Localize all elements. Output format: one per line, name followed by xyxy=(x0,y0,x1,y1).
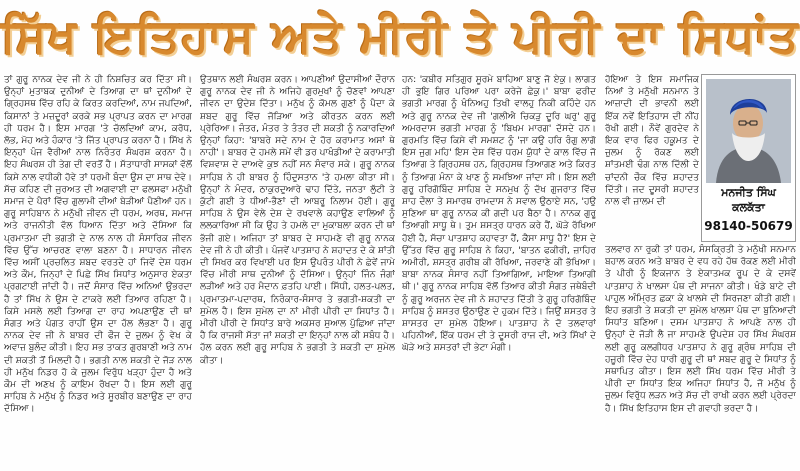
column-3-text: ਹਨ: 'ਕਬੀਰ ਸਤਿਗੁਰ ਸੂਰਮੇ ਬਾਹਿਆ ਬਾਣੁ ਜੋ ਏਕੁ। ਲਾਗਤ ਹੀ ਭੁਇ ਗਿਰ ਪਰਿਆ ਪਰਾ ਕਰੇਜੇ ਛੇਕੁ।' ਬਾਬਾ ਫਰੀਦ ਭਗਤੀ ਮਾਰਗ ਨੂੰ ਖੰਨਿਅਹੁ ਤਿਖੀ ਵਾਲਹੁ ਨਿਕੀ ਕਹਿੰਦੇ ਹਨ ਅਤੇ ਗੁਰੂ ਨਾਨਕ ਦੇਵ ਜੀ 'ਗਲੀਐ ਚਿਕੜੁ ਦੂਰਿ ਘਰੁ' ਗੁਰੂ ਅਮਰਦਾਸ ਭਗਤੀ ਮਾਰਗ ਨੂੰ 'ਬਿਖਮ ਮਾਰਗ' ਦੱਸਦੇ ਹਨ। ਗੁਰਮਤਿ ਵਿੱਚ ਕਿਸੇ ਵੀ ਸਮਸ਼ਟ ਨੂੰ 'ਜਾ ਕਉ ਹਰਿ ਰੰਗੁ ਲਾਗੋ ਇਸ ਜੁਗ ਮਹਿ' ਇਸ ਦੇਸ਼ ਵਿੱਚ ਧਰਮ ਯੁੱਧਾਂ ਦੇ ਕਾਲ ਵਿੱਚ ਜੋ ਤਿਆਗ ਤੇ ਗ੍ਰਿਹਸਥ ਹਨ, ਗ੍ਰਿਹਸਥ ਤਿਆਗਣ ਅਤੇ ਕਿਰਤ ਨੂੰ ਤਿਆਗ ਮੰਨਾ ਕੇ ਖਾਣ ਨੂੰ ਸਮਝਿਆ ਜਾਂਦਾ ਸੀ। ਇਸ ਲਈ ਗੁਰੂ ਹਰਿਗੋਬਿੰਦ ਸਾਹਿਬ ਦੇ ਸਨਮੁਖ ਨੂੰ ਦੱਖ ਗੁਜਰਾਤ ਵਿੱਚ ਸ਼ਾਹ ਦੌਲਾ ਤੇ ਸਮਾਰਥ ਰਾਮਦਾਸ ਨੇ ਸਵਾਲ ਉਠਾਏ ਸਨ, 'ਹਉ ਸੁਣਿਆ ਥਾ ਗੁਰੂ ਨਾਨਕ ਕੀ ਗਦੀ ਪਰ ਬੈਠਾ ਹੈ। ਨਾਨਕ ਗੁਰੂ ਤਿਆਗੀ ਸਾਧੂ ਥੇ। ਤੁਮ ਸ਼ਸਤ੍ਰ ਧਾਰਨ ਕਰੇ ਹੈਂ, ਘੋੜੇ ਰੱਖਿਆ ਹੋਈ ਹੈ, ਸੱਚਾ ਪਾਤਸ਼ਾਹ ਕਹਾਵਤਾ ਹੈਂ, ਕੈਸਾ ਸਾਧੂ ਹੈ?' ਇਸ ਦੇ ਉੱਤਰ ਵਿੱਚ ਗੁਰੂ ਸਾਹਿਬ ਨੇ ਕਿਹਾ, 'ਬਾਤਨ ਫਕੀਰੀ, ਜ਼ਾਹਿਰ ਅਮੀਰੀ, ਸ਼ਸਤ੍ਰ ਗਰੀਬ ਕੀ ਰੱਖਿਆ, ਜਰਵਾਣੇ ਕੀ ਭੱਖਿਆ। ਬਾਬਾ ਨਾਨਕ ਸੰਸਾਰ ਨਹੀਂ ਤਿਆਗਿਆ, ਮਾਇਆ ਤਿਆਗੀ ਥੀ।' ਗੁਰੂ ਨਾਨਕ ਸਾਹਿਬ ਵੱਲੋਂ ਤਿਆਰ ਕੀਤੀ ਸੰਗਤ ਜਥੇਬੰਦੀ ਨੂੰ ਗੁਰੂ ਅਰਜਨ ਦੇਵ ਜੀ ਨੇ ਸ਼ਹਾਦਤ ਦਿੱਤੀ ਤੇ ਗੁਰੂ ਹਰਿਗੋਬਿੰਦ ਸਾਹਿਬ ਨੂੰ ਸ਼ਸਤਰ ਉਠਾਉਣ ਦੇ ਹੁਕਮ ਦਿੱਤੇ। ਜਿਉਂ ਸ਼ਸਤਰ ਤੇ ਸ਼ਾਸਤਰ ਦਾ ਸੁਮੇਲ ਹੋਇਆ। ਪਾਤਸ਼ਾਹ ਨੇ ਦੋ ਤਲਵਾਰਾਂ ਪਹਿਨੀਆਂ, ਇੱਕ ਧਰਮ ਦੀ ਤੇ ਦੂਸਰੀ ਰਾਜ ਦੀ, ਅਤੇ ਸਿੱਖਾਂ ਦੇ ਘੋੜੇ ਅਤੇ ਸ਼ਸਤਰਾਂ ਦੀ ਭੇਟਾ ਮੰਗੀ। xyxy=(402,75,596,354)
author-phone: 98140-50679 xyxy=(704,219,793,233)
article-headline: ਸਿੱਖ ਇਤਿਹਾਸ ਅਤੇ ਮੀਰੀ ਤੇ ਪੀਰੀ ਦਾ ਸਿਧਾਂਤ xyxy=(0,9,800,63)
author-city: ਕਲਕੱਤਾ xyxy=(732,201,765,214)
column-4-top-text: ਹੋਇਆ ਤੇ ਇਸ ਸਮਾਜਿਕ ਨਿਆਂ ਤੇ ਮਨੁੱਖੀ ਸਨਮਾਨ ਤੇ ਆਜ਼ਾਦੀ ਦੀ ਭਾਵਨੀ ਲਈ ਇੱਕ ਨਵੇਂ ਇਤਿਹਾਸ ਦੀ ਨੀਂਹ ਰੱਖੀ ਗਈ। ਨੌਵੇਂ ਗੁਰਦੇਵ ਨੇ ਇਕ ਵਾਰ ਫਿਰ ਹਕੂਮਤ ਦੇ ਜ਼ੁਲਮ ਨੂੰ ਰੋਕਣ ਲਈ ਸ਼ਾਂਤਮਈ ਢੰਗ ਨਾਲ ਦਿੱਲੀ ਦੇ ਚਾਂਦਨੀ ਚੌਕ ਵਿੱਚ ਸ਼ਹਾਦਤ ਦਿੱਤੀ। ਜਦ ਦੂਸਰੀ ਸ਼ਹਾਦਤ ਨਾਲ ਵੀ ਜ਼ਾਲਮ ਦੀ xyxy=(605,75,699,208)
article-column-1 xyxy=(4,74,192,468)
column-4-top xyxy=(605,74,699,242)
author-name: ਮਨਜੀਤ ਸਿੰਘ xyxy=(721,186,776,199)
column-1-text: ਤਾਂ ਗੁਰੂ ਨਾਨਕ ਦੇਵ ਜੀ ਨੇ ਹੀ ਨਿਸ਼ਚਿਤ ਕਰ ਦਿੱਤਾ ਸੀ। ਉਨ੍ਹਾਂ ਮੁਤਾਬਕ ਦੁਨੀਆਂ ਦੇ ਤਿਆਗ ਦਾ ਥਾਂ ਦੁਨੀਆਂ ਦੇ ਗ੍ਰਿਹਸਥ ਵਿੱਚ ਰਹਿ ਕੇ ਕਿਰਤ ਕਰਦਿਆਂ, ਨਾਮ ਜਪਦਿਆਂ, ਕਿਸਾਨਾਂ ਤੇ ਮਜ਼ਦੂਰਾਂ ਕਰਕੇ ਸਭ ਪ੍ਰਾਪਤ ਕਰਨ ਦਾ ਮਾਰਗ ਹੀ ਧਰਮ ਹੈ। ਇਸ ਮਾਰਗ 'ਤੇ ਚੱਲਦਿਆਂ ਕਾਮ, ਕਰੋਧ, ਲੋਭ, ਮੋਹ ਅਤੇ ਹੰਕਾਰ 'ਤੇ ਜਿੱਤ ਪ੍ਰਾਪਤ ਕਰਨਾ ਹੈ। ਸਿੱਖ ਨੇ ਇਨ੍ਹਾਂ ਪੰਜ ਵੈਰੀਆਂ ਨਾਲ ਨਿਰੰਤਰ ਸੰਘਰਸ਼ ਕਰਨਾ ਹੈ। ਇਹ ਸੰਘਰਸ਼ ਹੀ ਤੇਗ ਦੀ ਵਰਤੋਂ ਹੈ। ਸੱਤਾਧਾਰੀ ਸਾਸਕਾਂ ਵੱਲੋਂ ਕਿਸੇ ਨਾਲ ਵਧੀਕੀ ਹੋਵੇ ਤਾਂ ਧਰਮੀ ਬੰਦਾ ਉਸ ਦਾ ਸਾਥ ਦੇਵੇ। ਸੱਚ ਕਹਿਣ ਦੀ ਜੁਰਅਤ ਦੀ ਅਗਵਾਈ ਦਾ ਫਲਸਫਾ ਮਨੁੱਖੀ ਸਮਾਜ ਦੇ ਪੈਰਾਂ ਵਿੱਚ ਗੁਲਾਮੀ ਦੀਆਂ ਬੇੜੀਆਂ ਪੈਣੀਆਂ ਹਨ। ਗੁਰੂ ਸਾਹਿਬਾਨ ਨੇ ਮਨੁੱਖੀ ਜੀਵਨ ਦੀ ਧਰਮ, ਅਰਥ, ਸਮਾਜ ਅਤੇ ਰਾਜਨੀਤੀ ਵੱਲ ਧਿਆਨ ਦਿੱਤਾ ਅਤੇ ਦੱਸਿਆ ਕਿ ਪ੍ਰਮਾਤਮਾ ਦੀ ਭਗਤੀ ਦੇ ਨਾਲ ਨਾਲ ਹੀ ਸੰਸਾਰਿਕ ਜੀਵਨ ਵਿੱਚ ਉੱਚ ਆਚਰਣ ਵਾਲਾ ਬਣਨਾ ਹੈ। ਸਾਧਾਰਨ ਜੀਵਨ ਵਿੱਚ ਅਸੀਂ ਪ੍ਰਚਲਿਤ ਸ਼ਬਦ ਵਰਤਦੇ ਹਾਂ ਜਿਵੇਂ ਦੇਸ਼ ਧਰਮ ਅਤੇ ਕੌਮ, ਜਿਨ੍ਹਾਂ ਦੇ ਪਿਛੇ ਸਿੱਖ ਸਿਧਾਂਤ ਅਨੁਸਾਰ ਏਕਤਾ ਪ੍ਰਗਟਾਈ ਜਾਂਦੀ ਹੈ। ਜਦੋਂ ਸੰਸਾਰ ਵਿੱਚ ਅਨਿਆਂ ਉਭਰਦਾ ਹੈ ਤਾਂ ਸਿੱਖ ਨੇ ਉਸ ਦੇ ਟਾਕਰੇ ਲਈ ਤਿਆਰ ਰਹਿਣਾ ਹੈ। ਕਿਸੇ ਮਸਲੇ ਲਈ ਤਿਆਗ ਦਾ ਰਾਹ ਅਪਣਾਉਣ ਦੀ ਥਾਂ ਸੰਗਤ ਅਤੇ ਪੰਗਤ ਰਾਹੀਂ ਉਸ ਦਾ ਹੱਲ ਲੱਭਣਾ ਹੈ। ਗੁਰੂ ਨਾਨਕ ਦੇਵ ਜੀ ਨੇ ਬਾਬਰ ਦੀ ਫੌਜ ਦੇ ਜ਼ੁਲਮ ਨੂੰ ਵੇਖ ਕੇ ਅਵਾਜ਼ ਬੁਲੰਦ ਕੀਤੀ। ਇਹ ਸਭ ਤਾਕਤ ਗੁਰਬਾਣੀ ਅਤੇ ਨਾਮ ਦੀ ਸ਼ਕਤੀ ਤੋਂ ਮਿਲਦੀ ਹੈ। ਭਗਤੀ ਨਾਲ ਸ਼ਕਤੀ ਦੇ ਜੋੜ ਨਾਲ ਹੀ ਮਨੁੱਖ ਨਿਡਰ ਹੋ ਕੇ ਜ਼ੁਲਮ ਵਿਰੁੱਧ ਖੜ੍ਹਾ ਹੁੰਦਾ ਹੈ ਅਤੇ ਕੌਮ ਦੀ ਅਣਖ ਨੂੰ ਕਾਇਮ ਰੱਖਦਾ ਹੈ। ਇਸ ਲਈ ਗੁਰੂ ਸਾਹਿਬ ਨੇ ਮਨੁੱਖ ਨੂੰ ਨਿਡਰ ਅਤੇ ਸੂਰਬੀਰ ਬਣਾਉਣ ਦਾ ਰਾਹ ਦੱਸਿਆ। xyxy=(4,75,192,415)
column-2-text: ਉਤਥਾਨ ਲਈ ਸੰਘਰਸ਼ ਕਰਨ। ਆਪਣੀਆਂ ਉਦਾਸੀਆਂ ਦੌਰਾਨ ਗੁਰੂ ਨਾਨਕ ਦੇਵ ਜੀ ਨੇ ਅਜਿਹੇ ਗੁਰਮੁਖਾਂ ਨੂੰ ਚੋਣਵਾਂ ਆਪਣਾ ਜੀਵਨ ਦਾ ਉਦੇਸ਼ ਦਿੱਤਾ। ਮਨੁੱਖ ਨੂੰ ਕੋਮਲ ਗੁਣਾਂ ਨੂੰ ਪੈਦਾ ਕੇ ਸ਼ਬਦ ਗੁਰੂ ਵਿੱਚ ਜੋੜਿਆ ਅਤੇ ਕੀਰਤਨ ਕਰਨ ਲਈ ਪ੍ਰੇਰਿਆ। ਜੰਤਰ, ਮੰਤਰ ਤੇ ਤੰਤਰ ਦੀ ਸ਼ਕਤੀ ਨੂੰ ਨਕਾਰਦਿਆਂ ਉਨ੍ਹਾਂ ਕਿਹਾ: 'ਬਾਬਰੇ ਸਦੇ ਨਾਮ ਦੇ ਹੋਰ ਕਰਾਮਾਤ ਅਸਾਂ ਥੇ ਨਾਹੀ'। ਬਾਬਰ ਦੇ ਹਮਲੇ ਸਮੇਂ ਵੀ ਡਰ ਪਾਖੰਡੀਆਂ ਦੇ ਕਰਾਮਾਤੀ ਵਿਸ਼ਵਾਸ਼ ਦੇ ਦਾਅਵੇ ਕੁਝ ਨਹੀਂ ਸਨ ਸੰਵਾਰ ਸਕੇ। ਗੁਰੂ ਨਾਨਕ ਸਾਹਿਬ ਨੇ ਹੀ ਬਾਬਰ ਨੂੰ ਹਿੰਦੁਸਤਾਨ 'ਤੇ ਹਮਲਾ ਕੀਤਾ ਸੀ। ਉਨ੍ਹਾਂ ਨੇ ਮੰਦਰ, ਠਾਕੁਰਦੁਆਰੇ ਢਾਹ ਦਿੱਤੇ, ਜਨਤਾ ਲੁੱਟੀ ਤੇ ਕੁੱਟੀ ਗਈ ਤੇ ਧੀਆਂ-ਭੈਣਾਂ ਦੀ ਆਬਰੂ ਨਿਲਾਮ ਹੋਈ। ਗੁਰੂ ਸਾਹਿਬ ਨੇ ਉਸ ਵੇਲੇ ਦੇਸ਼ ਦੇ ਰਖਵਾਲੇ ਕਹਾਉਣ ਵਾਲਿਆਂ ਨੂੰ ਲਲਕਾਰਿਆ ਸੀ ਕਿ ਉਹ ਤੇ ਹਮਲੇ ਦਾ ਮੁਕਾਬਲਾ ਕਰਨ ਦੀ ਥਾਂ ਭੱਜੀ ਗਏ। ਅਜਿਹਾ ਤਾਂ ਬਾਬਰ ਦੇ ਸਾਹਮਣੇ ਵੀ ਗੁਰੂ ਨਾਨਕ ਦੇਵ ਜੀ ਨੇ ਹੀ ਕੀਤੀ। ਪੰਜਵੇਂ ਪਾਤਸ਼ਾਹ ਨੇ ਸ਼ਹਾਦਤ ਦੇ ਕੇ ਸ਼ਾਂਤੀ ਦੀ ਸਿਖਰ ਕਰ ਵਿਖਾਈ ਪਰ ਇਸ ਉਪਰੰਤ ਪੀਰੀ ਨੇ ਛੇਵੇਂ ਜਾਮੇ ਵਿੱਚ ਮੀਰੀ ਸਾਥ ਦੁਨੀਆਂ ਨੂੰ ਦੱਸਿਆ। ਉਨ੍ਹਾਂ ਜਿੰਨ ਜੰਗਾਂ ਲੜੀਆਂ ਅਤੇ ਹਰ ਮੈਦਾਨ ਫ਼ਤਹਿ ਪਾਈ। ਸਿੱਧੀ, ਹਲਤ-ਪਲਤ, ਪ੍ਰਮਾਤਮਾ-ਪਦਾਰਥ, ਨਿਰੰਕਾਰ-ਸੰਸਾਰ ਤੇ ਭਗਤੀ-ਸ਼ਕਤੀ ਦਾ ਸੁਮੇਲ ਹੈ। ਇਸ ਸੁਮੇਲ ਦਾ ਨਾਂ ਮੀਰੀ ਪੀਰੀ ਦਾ ਸਿਧਾਂਤ ਹੈ। ਮੀਰੀ ਪੀਰੀ ਦੇ ਸਿਧਾਂਤ ਬਾਰੇ ਅਕਸਰ ਸੁਆਲ ਪੁੱਛਿਆ ਜਾਂਦਾ ਹੈ ਕਿ ਰਾਜਸੀ ਸੱਤਾ ਜਾਂ ਸ਼ਕਤੀ ਦਾ ਇਨ੍ਹਾਂ ਨਾਲ ਕੀ ਸਬੰਧ ਹੈ। ਹੱਲ ਕਰਨ ਲਈ ਗੁਰੂ ਸਾਹਿਬ ਨੇ ਭਗਤੀ ਤੇ ਸ਼ਕਤੀ ਦਾ ਸੁਮੇਲ ਕੀਤਾ। xyxy=(200,75,395,366)
author-portrait-icon xyxy=(706,79,791,183)
article-column-2 xyxy=(200,74,395,468)
column-4-bottom-text: ਤਲਵਾਰ ਨਾ ਰੁਕੀ ਤਾਂ ਧਰਮ, ਸੰਸਕ੍ਰਿਤੀ ਤੇ ਮਨੁੱਖੀ ਸਨਮਾਨ ਬਹਾਲ ਕਰਨ ਅਤੇ ਬਾਬਰ ਦੇ ਵਧ ਰਹੇ ਹੱਥ ਰੋਕਣ ਲਈ ਮੀਰੀ ਤੇ ਪੀਰੀ ਨੂੰ ਇਕਜਾਨ ਤੇ ਏਕਾਤਮਕ ਰੂਪ ਦੇ ਕੇ ਦਸਵੇਂ ਪਾਤਸ਼ਾਹ ਨੇ ਖਾਲਸਾ ਪੰਥ ਦੀ ਸਾਜਨਾ ਕੀਤੀ। ਖੰਡੇ ਬਾਟੇ ਦੀ ਪਾਹੁਲ ਅੰਮ੍ਰਿਤ ਛਕਾ ਕੇ ਖਾਲਸੇ ਦੀ ਸਿਰਜਣਾ ਕੀਤੀ ਗਈ। ਇਹ ਭਗਤੀ ਤੇ ਸ਼ਕਤੀ ਦਾ ਸੁਮੇਲ ਖਾਲਸਾ ਪੰਥ ਦਾ ਬੁਨਿਆਦੀ ਸਿਧਾਂਤ ਬਣਿਆ। ਦਸਮ ਪਾਤਸ਼ਾਹ ਨੇ ਆਪਣੇ ਨਾਲ ਹੀ ਉਨ੍ਹਾਂ ਦੇ ਜੋੜੀ ਲੈ ਜਾ ਸਾਹਮਣੇ ਉਪਦੇਸ਼ ਹਰ ਸਿੱਖ ਸੰਘਰਸ਼ ਲਈ ਗੁਰੂ ਕਲਗੀਧਰ ਪਾਤਸ਼ਾਹ ਨੇ ਗੁਰੂ ਗ੍ਰੰਥ ਸਾਹਿਬ ਦੀ ਹਜ਼ੂਰੀ ਵਿੱਚ ਦੇਹ ਧਾਰੀ ਗੁਰੂ ਦੀ ਥਾਂ ਸਬਦ ਗੁਰੂ ਦੇ ਸਿਧਾਂਤ ਨੂੰ ਸਥਾਪਿਤ ਕੀਤਾ। ਇਸ ਲਈ ਸਿੱਖ ਧਰਮ ਵਿੱਚ ਮੀਰੀ ਤੇ ਪੀਰੀ ਦਾ ਸਿਧਾਂਤ ਇਕ ਅਜਿਹਾ ਸਿਧਾਂਤ ਹੈ, ਜੋ ਮਨੁੱਖ ਨੂੰ ਜ਼ੁਲਮ ਵਿਰੁੱਧ ਲੜਨ ਅਤੇ ਸੱਚ ਦੀ ਰਾਖੀ ਕਰਨ ਲਈ ਪ੍ਰੇਰਦਾ ਹੈ। ਸਿੱਖ ਇਤਿਹਾਸ ਇਸ ਦੀ ਗਵਾਹੀ ਭਰਦਾ ਹੈ। xyxy=(605,245,796,414)
author-photo xyxy=(706,79,791,183)
article-column-3 xyxy=(402,74,596,468)
author-box xyxy=(701,74,796,242)
article-column-4 xyxy=(605,74,796,468)
column-4-bottom xyxy=(605,244,796,468)
